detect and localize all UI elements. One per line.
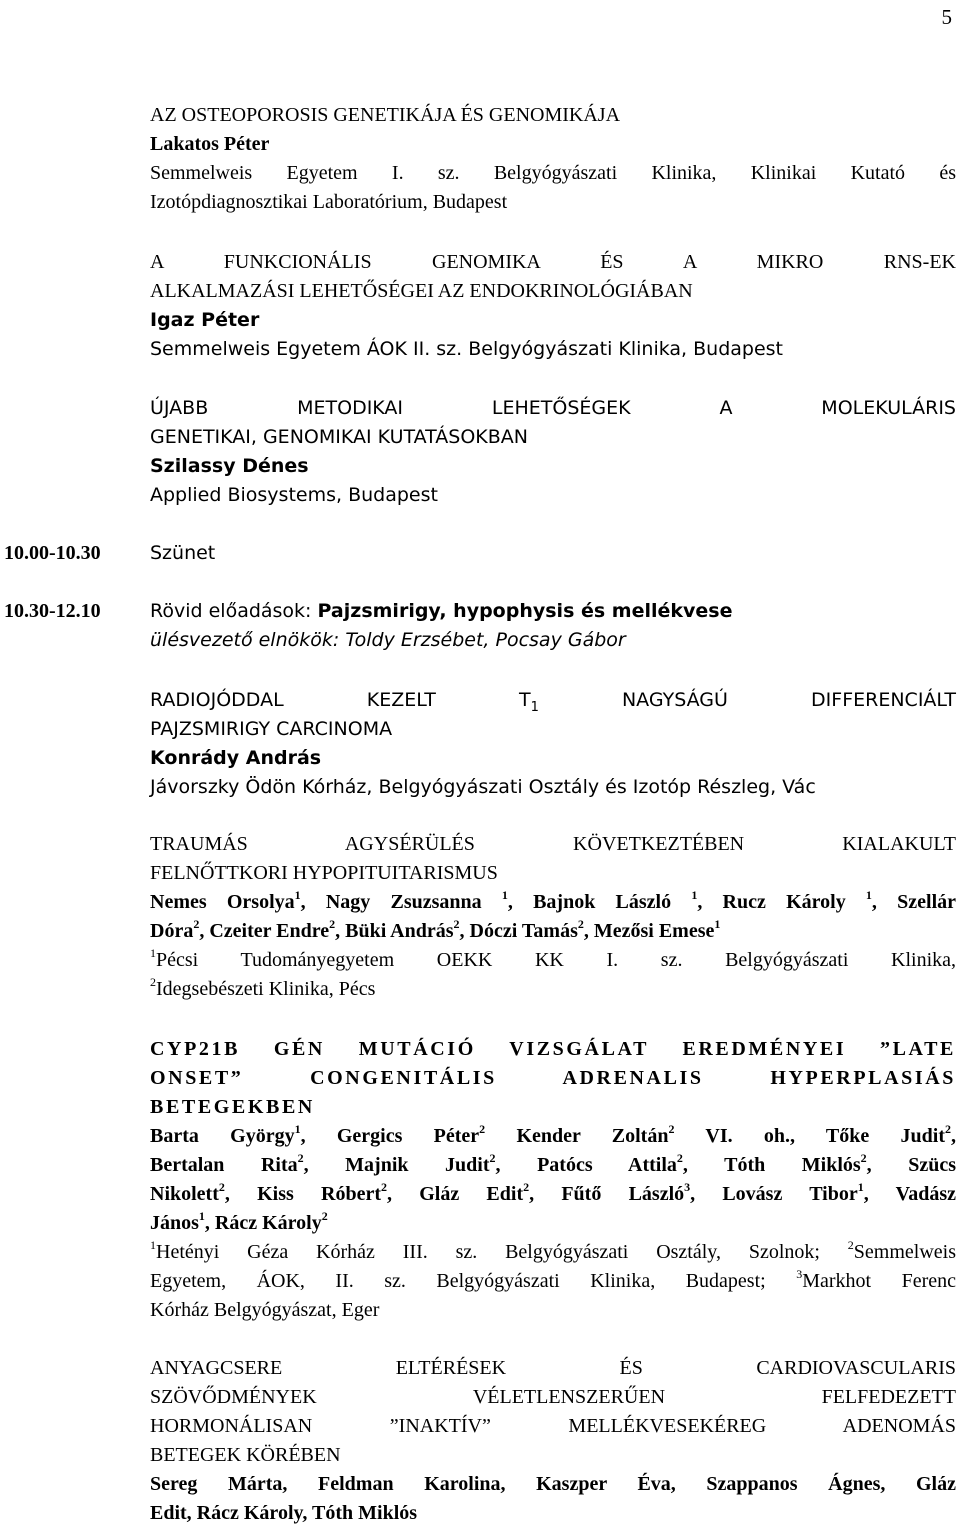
break-label — [150, 539, 956, 568]
talk-affiliation: $^1$Hetényi Géza Kórház III. sz. Belgyógyászati Osztály, Szolnok; $^2$Semmelweis — [150, 1238, 957, 1263]
talk-title: HORMONÁLISAN ”INAKTÍV” MELLÉKVESEKÉREG ADENOMÁS — [150, 1415, 956, 1437]
talk-affiliation: $^1$Pécsi Tudományegyetem OEKK KK I. sz. Belgyógyászati Klinika, — [150, 946, 956, 971]
talk-new-methods — [150, 394, 956, 510]
talk-functional-genomics — [150, 248, 956, 364]
session-time: 10.30-12.10 — [4, 600, 101, 622]
talk-title: BETEGEK KÖRÉBEN — [150, 1444, 341, 1466]
talk-title: PAJZSMIRIGY CARCINOMA — [150, 718, 393, 740]
talk-authors: Dóra$^2$, Czeiter Endre$^2$, Büki András$^2$, Dóczi Tamás$^2$, Mezősi Emese$^1$ — [150, 917, 721, 942]
talk-affiliation: Applied Biosystems, Budapest — [150, 484, 438, 506]
talk-title: ALKALMAZÁSI LEHETŐSÉGEI AZ ENDOKRINOLÓGIÁBAN — [150, 280, 693, 302]
session-topic: Pajzsmirigy, hypophysis és mellékvese — [317, 600, 733, 622]
talk-title: TRAUMÁS AGYSÉRÜLÉS KÖVETKEZTÉBEN KIALAKULT — [150, 833, 956, 855]
talk-title: ÚJABB METODIKAI LEHETŐSÉGEK A MOLEKULÁRIS — [150, 397, 956, 419]
talk-author: Lakatos Péter — [150, 133, 270, 155]
talk-title: ANYAGCSERE ELTÉRÉSEK ÉS CARDIOVASCULARIS — [150, 1357, 956, 1379]
talk-osteoporosis — [150, 101, 956, 217]
talk-title: A FUNKCIONÁLIS GENOMIKA ÉS A MIKRO RNS-EK — [150, 251, 956, 273]
talk-title: SZÖVŐDMÉNYEK VÉLETLENSZERŰEN FELFEDEZETT — [150, 1386, 956, 1408]
break-text: Szünet — [150, 542, 216, 564]
talk-authors: Barta György$^1$, Gergics Péter$^2$ Kender Zoltán$^2$ VI. oh., Tőke Judit$^2$, — [150, 1122, 956, 1147]
session-heading — [150, 597, 956, 655]
talk-authors: János$^1$, Rácz Károly$^2$ — [150, 1209, 328, 1234]
talk-authors: Nikolett$^2$, Kiss Róbert$^2$, Gláz Edit$^2$, Fűtő László$^3$, Lovász Tibor$^1$, Vadász — [150, 1180, 956, 1205]
talk-title: ONSET” CONGENITÁLIS ADRENALIS HYPERPLASIÁS — [150, 1067, 956, 1089]
talk-title: RADIOJÓDDAL KEZELT $T_1$ NAGYSÁGÚ DIFFERENCIÁLT — [150, 689, 956, 715]
talk-author: Konrády András — [150, 747, 322, 769]
talk-title: BETEGEKBEN — [150, 1096, 315, 1118]
talk-affiliation: Jávorszky Ödön Kórház, Belgyógyászati Osztály és Izotóp Részleg, Vác — [150, 776, 816, 798]
session-chairs-label: ülésvezető elnökök: — [150, 629, 340, 651]
talk-cyp21b — [150, 1035, 956, 1325]
break-time: 10.00-10.30 — [4, 542, 101, 564]
session-prefix: Rövid előadások: — [150, 600, 312, 622]
talk-author: Szilassy Dénes — [150, 455, 309, 477]
talk-title: CYP21B GÉN MUTÁCIÓ VIZSGÁLAT EREDMÉNYEI ”LATE — [150, 1038, 956, 1060]
talk-authors: Nemes Orsolya$^1$, Nagy Zsuzsanna $^1$, Bajnok László $^1$, Rucz Károly $^1$, Szellár — [150, 888, 957, 913]
session-chairs: Toldy Erzsébet, Pocsay Gábor — [345, 629, 626, 651]
talk-affiliation: $^2$Idegsebészeti Klinika, Pécs — [150, 975, 376, 1000]
talk-adrenal-adenoma — [150, 1354, 956, 1528]
talk-affiliation: Izotópdiagnosztikai Laboratórium, Budapest — [150, 191, 508, 213]
talk-affiliation: Egyetem, ÁOK, II. sz. Belgyógyászati Klinika, Budapest; $^3$Markhot Ferenc — [150, 1267, 956, 1292]
talk-hypopituitarism — [150, 830, 956, 1004]
talk-affiliation: Kórház Belgyógyászat, Eger — [150, 1299, 380, 1321]
talk-authors: Edit, Rácz Károly, Tóth Miklós — [150, 1502, 418, 1524]
talk-authors: Sereg Márta, Feldman Karolina, Kaszper Éva, Szappanos Ágnes, Gláz — [150, 1473, 956, 1495]
page-number: 5 — [941, 5, 952, 29]
talk-affiliation: Semmelweis Egyetem I. sz. Belgyógyászati Klinika, Klinikai Kutató és — [150, 162, 956, 184]
talk-affiliation: Semmelweis Egyetem ÁOK II. sz. Belgyógyászati Klinika, Budapest — [150, 338, 783, 360]
talk-title: GENETIKAI, GENOMIKAI KUTATÁSOKBAN — [150, 426, 528, 448]
talk-title: AZ OSTEOPOROSIS GENETIKÁJA ÉS GENOMIKÁJA — [150, 104, 621, 126]
talk-radioiodine — [150, 686, 956, 802]
talk-authors: Bertalan Rita$^2$, Majnik Judit$^2$, Patócs Attila$^2$, Tóth Miklós$^2$, Szücs — [150, 1151, 956, 1176]
talk-author: Igaz Péter — [150, 309, 260, 331]
talk-title: FELNŐTTKORI HYPOPITUITARISMUS — [150, 862, 498, 884]
